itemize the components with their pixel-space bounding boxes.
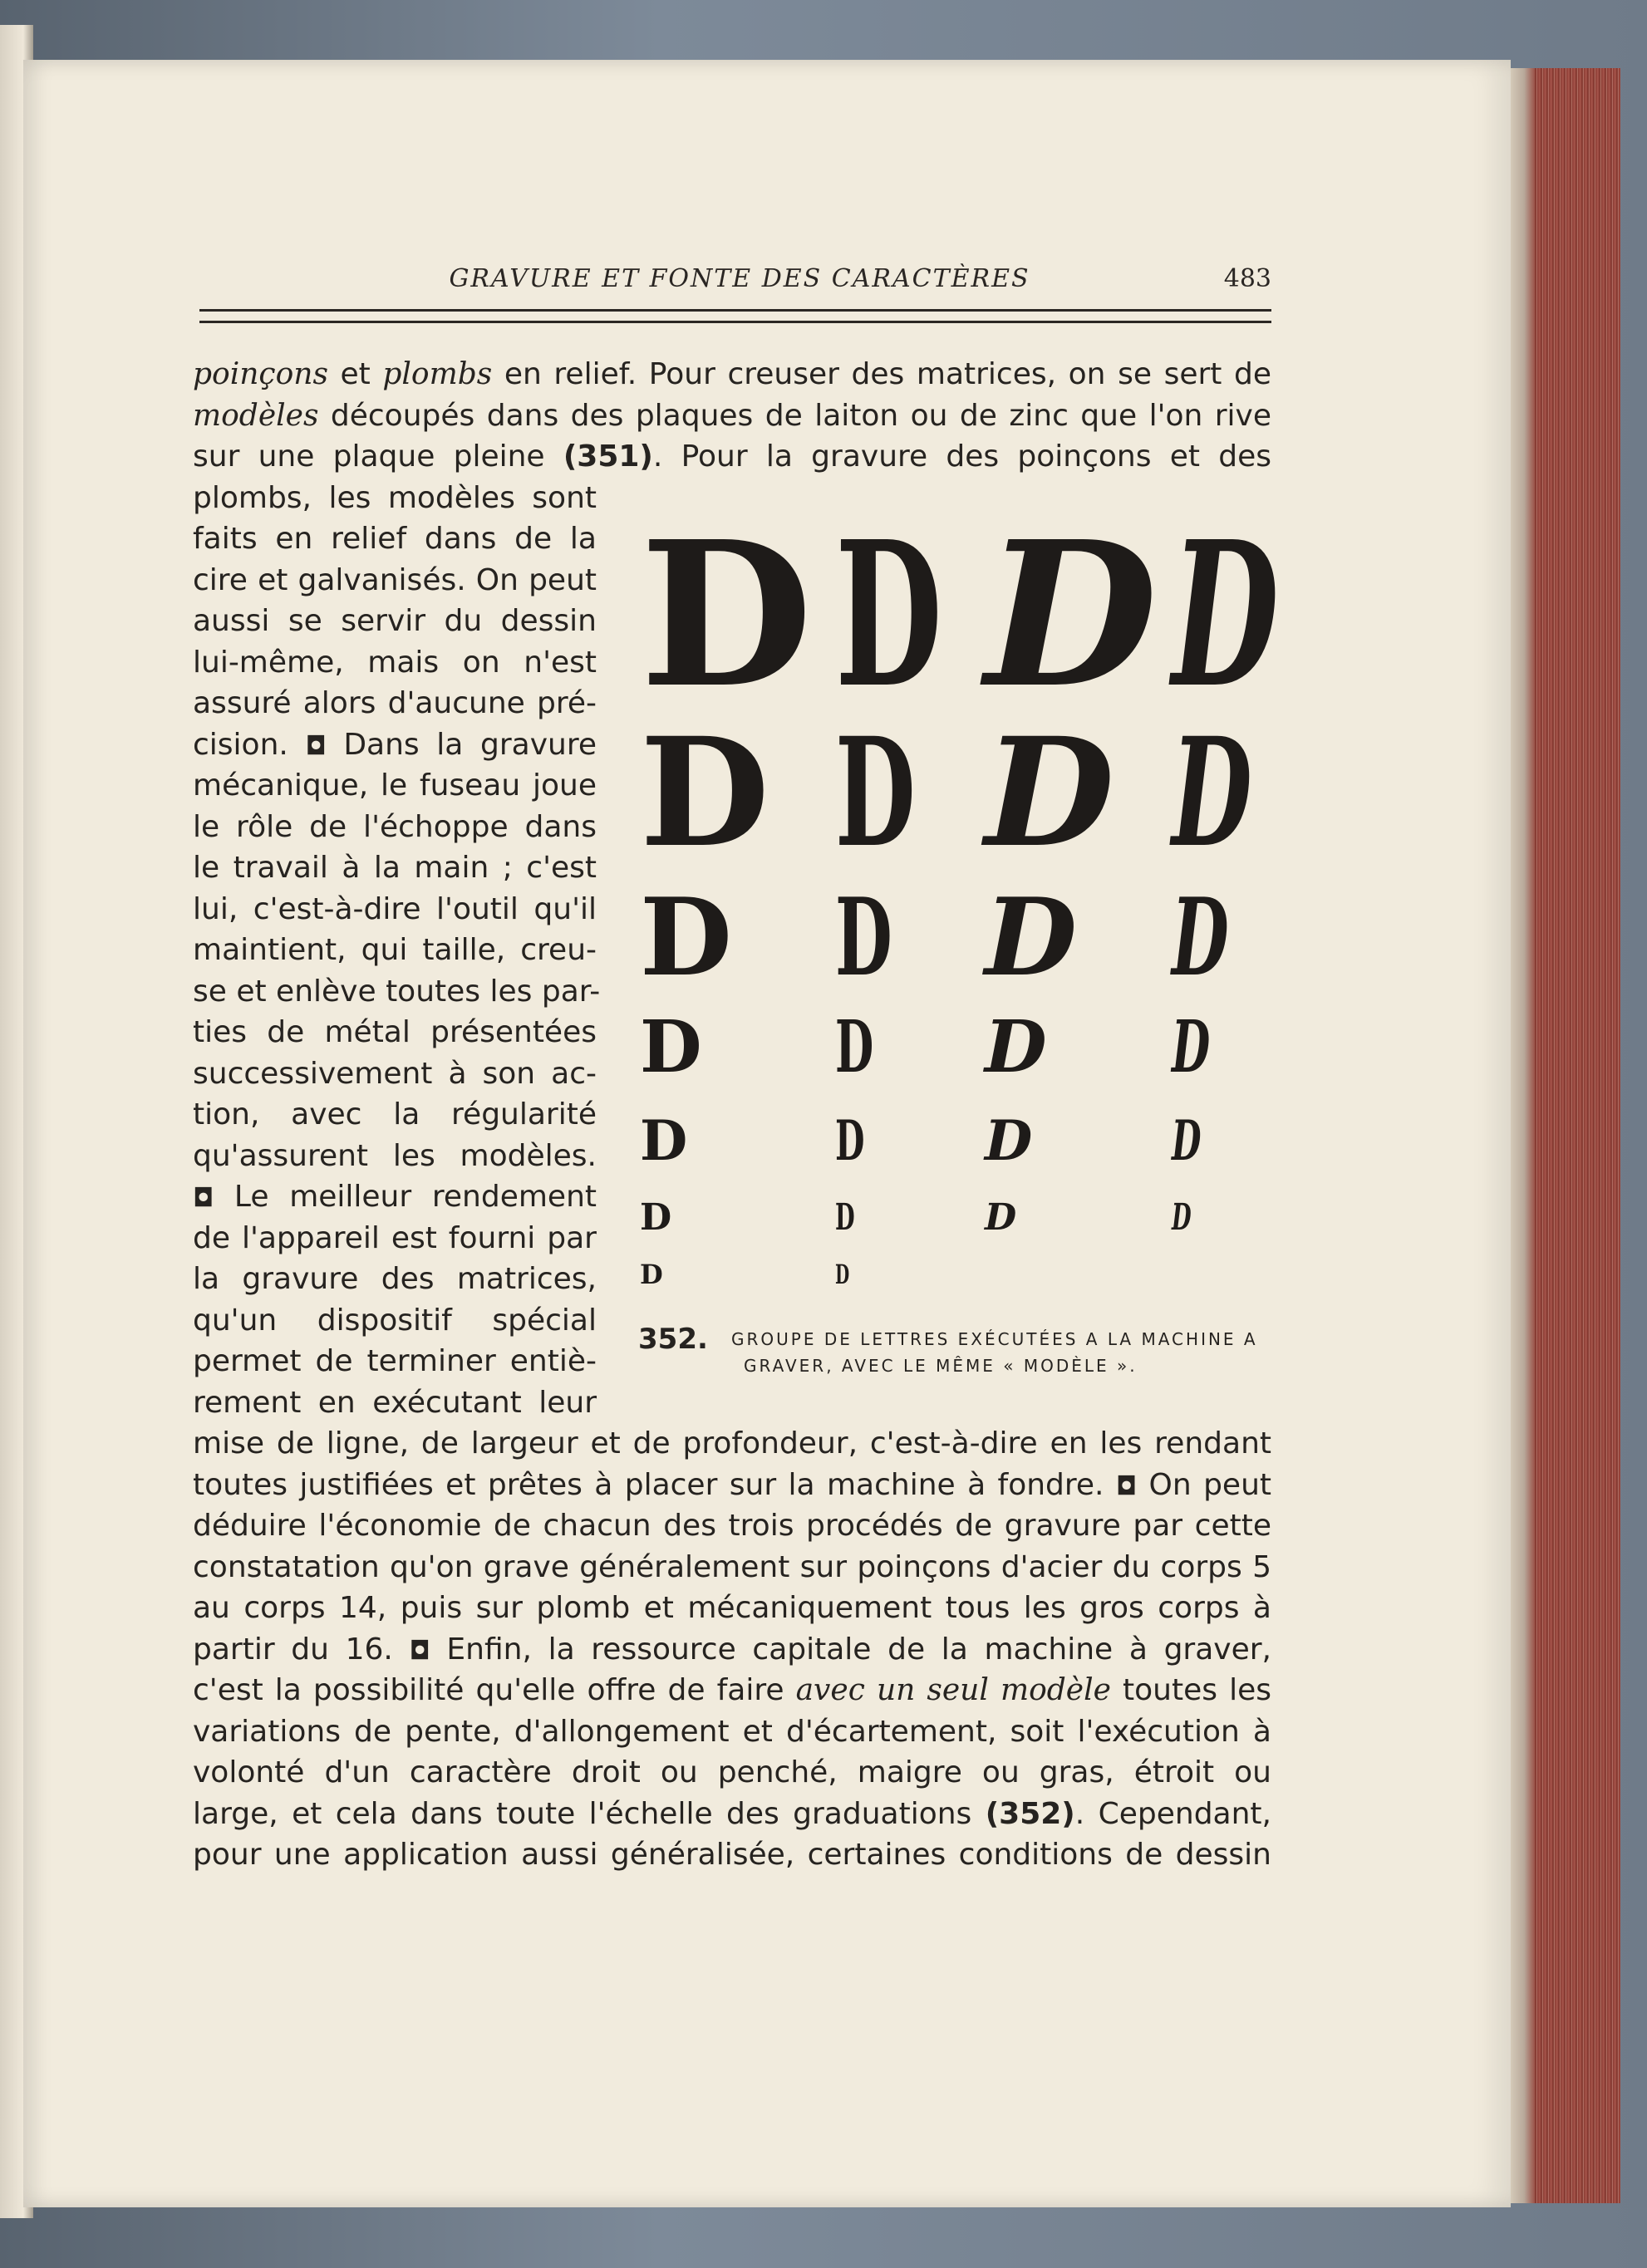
text-line: [193, 1386, 597, 1420]
text-line: [193, 1755, 1271, 1789]
letter-d-specimen: D: [985, 1196, 1017, 1239]
text-line: [193, 1632, 1271, 1667]
letter-d-specimen: D: [985, 705, 1115, 881]
text-run: (351): [563, 439, 653, 474]
text-line: [193, 1838, 1271, 1872]
letter-d-specimen: D: [640, 876, 732, 1000]
letter-d-specimen: D: [1172, 1005, 1211, 1089]
text-run: cire et galvanisés. On peut: [193, 562, 597, 597]
text-line: [193, 933, 597, 967]
letter-d-specimen: D: [640, 1196, 672, 1239]
text-run: faits en relief dans de la: [193, 522, 597, 556]
text-line: [193, 1097, 597, 1132]
paragraph-mark: ◘: [193, 1184, 214, 1213]
text-line: [193, 810, 597, 844]
letter-d-specimen: D: [640, 705, 770, 881]
text-run: ties de métal présentées: [193, 1015, 597, 1049]
text-line: [193, 974, 601, 1009]
text-line: [193, 1139, 597, 1173]
text-run: déduire l'économie de chacun des trois procédés de gravure par cette: [193, 1509, 1271, 1543]
text-line: [193, 563, 597, 597]
letter-d-specimen: D: [835, 1005, 874, 1089]
running-header-title: GRAVURE ET FONTE DES CARACTÈRES: [449, 264, 1030, 293]
text-run: Dans la gravure: [326, 727, 597, 762]
letter-d-specimen: D: [835, 1108, 865, 1173]
letter-d-specimen: D: [1172, 498, 1280, 732]
header-rule: [199, 321, 1271, 323]
figure-caption-line-2: GRAVER, AVEC LE MÊME « MODÈLE ».: [744, 1356, 1138, 1376]
text-run: poinçons: [193, 357, 328, 391]
text-line: [193, 1591, 1271, 1625]
text-line: [193, 1673, 1271, 1707]
text-run: se et enlève toutes les par-: [193, 974, 601, 1009]
letter-d-specimen: D: [835, 1259, 850, 1290]
text-run: large, et cela dans toute l'échelle des graduations: [193, 1796, 986, 1831]
text-line: [193, 1344, 597, 1378]
text-line: [193, 1468, 1271, 1502]
text-run: en relief. Pour creuser des matrices, on se sert de: [492, 357, 1271, 391]
letter-d-specimen: D: [640, 1108, 688, 1173]
text-run: la gravure des matrices,: [193, 1262, 597, 1296]
text-run: variations de pente, d'allongement et d'écartement, soit l'exécution à: [193, 1714, 1271, 1749]
text-line: [193, 1180, 597, 1214]
text-run: volonté d'un caractère droit ou penché, maigre ou gras, étroit ou: [193, 1755, 1271, 1789]
text-line: [193, 1057, 597, 1091]
text-run: toutes justifiées et prêtes à placer sur la machine à fondre.: [193, 1467, 1116, 1502]
letter-d-specimen: D: [640, 1005, 702, 1089]
text-run: successivement à son ac-: [193, 1056, 597, 1091]
text-line: [193, 1550, 1271, 1584]
letter-d-specimen: D: [1172, 1196, 1192, 1239]
text-run: le travail à la main ; c'est: [193, 851, 597, 885]
text-line: [193, 892, 597, 926]
text-line: [193, 728, 597, 762]
letter-d-specimen: D: [985, 876, 1077, 1000]
text-run: sur une plaque pleine: [193, 439, 563, 474]
paragraph-mark: ◘: [1115, 1471, 1138, 1501]
figure-caption-line-1: GROUPE DE LETTRES EXÉCUTÉES A LA MACHINE A: [731, 1329, 1258, 1349]
text-run: On peut: [1137, 1467, 1271, 1502]
text-line: [193, 1015, 597, 1049]
text-line: [193, 646, 597, 680]
text-run: plombs, les modèles sont: [193, 480, 597, 515]
text-run: maintient, qui taille, creu-: [193, 933, 597, 967]
header-rule: [199, 309, 1271, 312]
paragraph-mark: ◘: [305, 731, 327, 761]
text-run: avec un seul modèle: [795, 1673, 1111, 1707]
text-run: et: [327, 357, 383, 391]
text-run: Le meilleur rendement: [214, 1180, 597, 1214]
text-line: [193, 439, 1271, 474]
figure-number: 352.: [638, 1323, 708, 1356]
text-run: mise de ligne, de largeur et de profondeur, c'est-à-dire en les rendant: [193, 1426, 1271, 1460]
text-line: [193, 1303, 597, 1338]
text-run: permet de terminer entiè-: [193, 1344, 597, 1378]
text-line: [193, 768, 597, 803]
text-run: tion, avec la régularité: [193, 1097, 597, 1132]
text-run: constatation qu'on grave généralement sur poinçons d'acier du corps 5: [193, 1549, 1271, 1584]
text-run: (352): [985, 1796, 1075, 1831]
text-line: [193, 1426, 1271, 1460]
text-run: lui, c'est-à-dire l'outil qu'il: [193, 891, 597, 926]
text-run: pour une application aussi généralisée, certaines conditions de dessin: [193, 1838, 1271, 1872]
text-line: [193, 686, 597, 720]
letter-d-specimen: D: [640, 1259, 663, 1290]
page-edges-inner: [1508, 68, 1535, 2203]
text-run: cision.: [193, 727, 306, 762]
letter-d-specimen: D: [1172, 876, 1229, 1000]
text-run: rement en exécutant leur: [193, 1385, 597, 1420]
text-run: assuré alors d'aucune pré-: [193, 686, 597, 720]
text-run: qu'un dispositif spécial: [193, 1303, 597, 1338]
letter-d-specimen: D: [835, 705, 916, 881]
letter-d-specimen: D: [985, 1108, 1033, 1173]
text-run: plombs: [382, 357, 493, 391]
text-run: découpés dans des plaques de laiton ou de zinc que l'on rive: [318, 398, 1271, 433]
text-run: qu'assurent les modèles.: [193, 1138, 597, 1173]
text-run: partir du 16.: [193, 1632, 410, 1667]
text-line: [193, 604, 597, 638]
text-line: [193, 1715, 1271, 1749]
text-line: [193, 481, 597, 515]
text-run: mécanique, le fuseau joue: [193, 768, 597, 803]
text-run: aussi se servir du dessin: [193, 604, 597, 638]
text-run: . Cependant,: [1074, 1796, 1271, 1831]
text-line: [193, 1221, 597, 1255]
text-line: [193, 1509, 1271, 1543]
text-run: Enfin, la ressource capitale de la machine à graver,: [430, 1632, 1271, 1667]
letter-d-specimen: D: [835, 1196, 855, 1239]
letter-d-specimen: D: [985, 498, 1158, 732]
text-line: [193, 357, 1271, 391]
text-run: au corps 14, puis sur plomb et mécaniquement tous les gros corps à: [193, 1591, 1271, 1625]
letter-d-specimen: D: [640, 498, 814, 732]
letter-d-specimen: D: [1172, 705, 1252, 881]
text-line: [193, 522, 597, 556]
letter-d-specimen: D: [985, 1005, 1047, 1089]
text-run: de l'appareil est fourni par: [193, 1220, 597, 1255]
text-run: toutes les: [1110, 1673, 1271, 1707]
page-number: 483: [1223, 264, 1271, 293]
paragraph-mark: ◘: [409, 1636, 430, 1666]
letter-d-specimen: D: [835, 498, 943, 732]
text-line: [193, 1797, 1271, 1831]
text-run: c'est la possibilité qu'elle offre de faire: [193, 1673, 796, 1707]
text-line: [193, 1262, 597, 1296]
text-run: lui-même, mais on n'est: [193, 645, 597, 680]
text-run: . Pour la gravure des poinçons et des: [652, 439, 1271, 474]
text-run: le rôle de l'échoppe dans: [193, 809, 597, 844]
letter-d-specimen: D: [1172, 1108, 1202, 1173]
text-run: modèles: [193, 398, 319, 433]
text-line: [193, 399, 1271, 433]
letter-d-specimen: D: [835, 876, 892, 1000]
text-line: [193, 851, 597, 885]
